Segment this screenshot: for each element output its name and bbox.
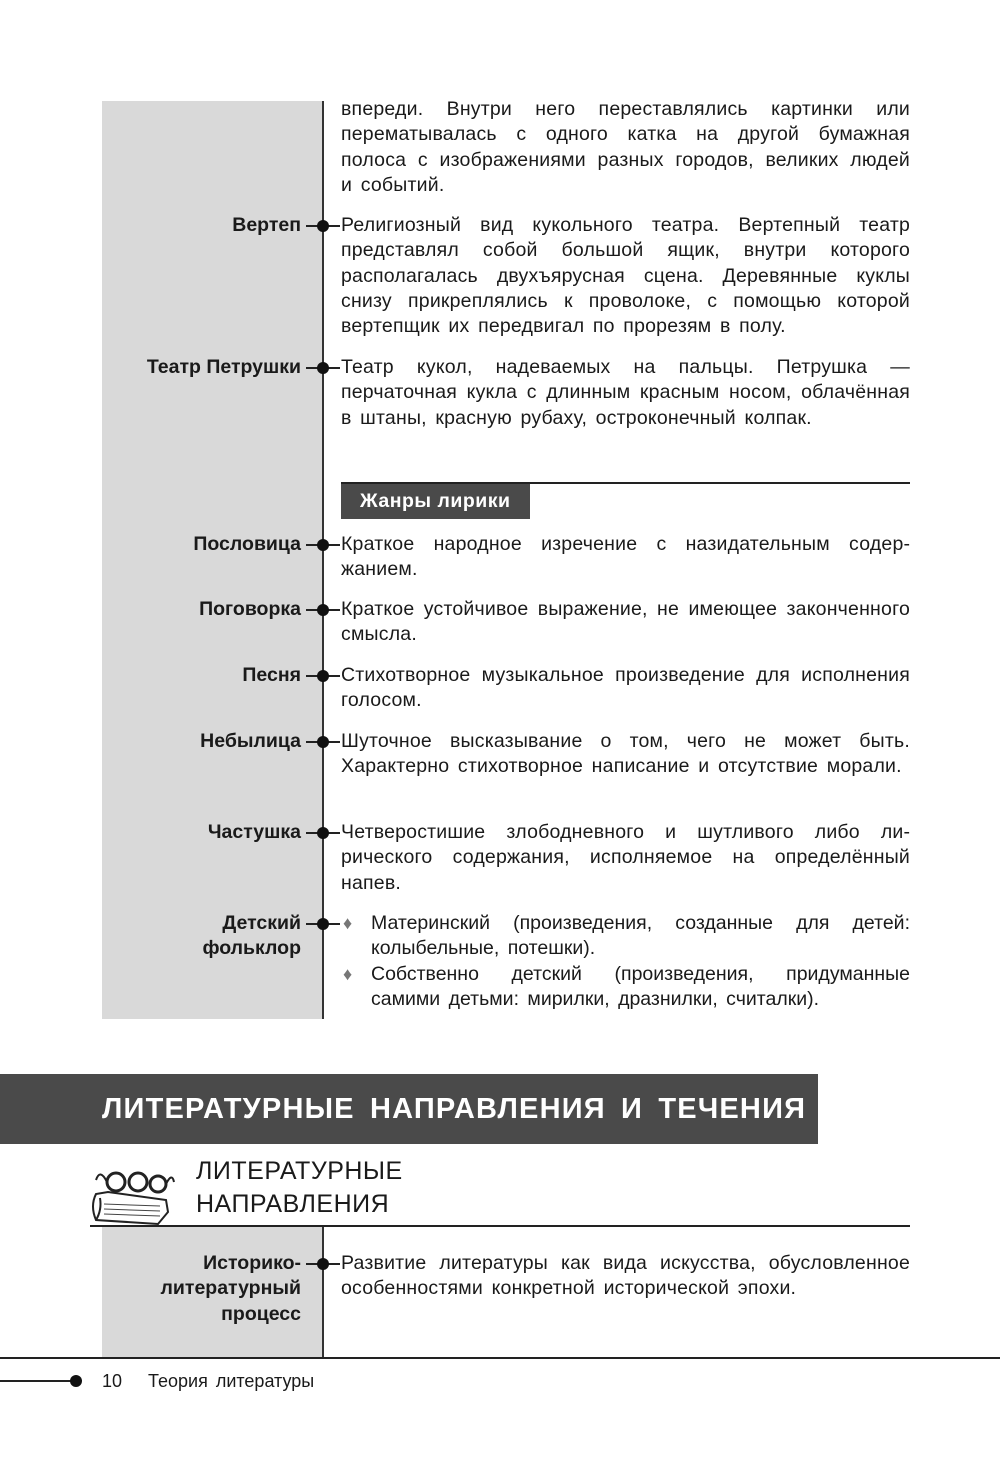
term-line: Историко-: [203, 1252, 301, 1274]
terms-column: [102, 101, 324, 1019]
definition-pesnya: Стихотворное музыкальное произведение для исполнения голосом.: [341, 664, 910, 712]
diamond-bullet-icon: ♦: [343, 963, 353, 984]
definition-vertep: Религиозный вид кукольного театра. Вертепный театр представлял собой большой ящик, внутри которого располагалась двухъярусная сцена. Деревянные куклы снизу прикреплялись к проволоке, с помощью которой вертепщик их передвигал по прорезям в полу.: [341, 214, 910, 338]
term-line: процесс: [221, 1302, 301, 1325]
term-vertep: Вертеп: [232, 214, 301, 236]
connector-dot-icon: [306, 1263, 340, 1265]
subsection-heading: Жанры лирики: [341, 484, 530, 519]
definition-chastushka: Четверостишие злободневного и шутливого либо лирического содержания, исполняемое на определённый напев.: [341, 821, 910, 894]
list-item: [341, 962, 910, 1013]
connector-dot-icon: [306, 609, 340, 611]
section-title-line: НАПРАВЛЕНИЯ: [196, 1190, 390, 1218]
section-title: [196, 1155, 403, 1221]
term-line: Детский: [222, 912, 301, 934]
definition-poslovitsa: Краткое народное изречение с назидательным содержанием.: [341, 533, 910, 581]
connector-dot-icon: [306, 741, 340, 743]
bottom-rule: [0, 1357, 1000, 1359]
definition-nebylitsa: Шуточное высказывание о том, чего не может быть. Характерно стихотворное написание и отсутствие морали.: [341, 730, 910, 778]
term-children-folklore: [101, 911, 301, 962]
term-nebylitsa: Небылица: [200, 730, 301, 752]
footer-line: [0, 1380, 76, 1382]
term-pogovorka: Поговорка: [199, 598, 301, 620]
term-line: фольклор: [202, 937, 301, 960]
list-item-text: Собственно детский (произведения, придуманные самими детьми: мирилки, дразнилки, считалки).: [371, 962, 910, 1010]
running-title: Теория литературы: [148, 1371, 315, 1391]
children-folklore-list: [341, 911, 910, 1012]
definition-petrushka: Театр кукол, надеваемых на пальцы. Петрушка — перчаточная кукла с длинным красным носом, облачённая в штаны, красную рубаху, остроконечный колпак.: [341, 356, 910, 429]
term-pesnya: Песня: [242, 664, 301, 686]
footer-dot-icon: [70, 1375, 82, 1387]
term-line: литературный: [160, 1277, 301, 1300]
connector-dot-icon: [306, 675, 340, 677]
chapter-banner: ЛИТЕРАТУРНЫЕ НАПРАВЛЕНИЯ И ТЕЧЕНИЯ: [0, 1074, 818, 1144]
page-number: 10: [102, 1371, 123, 1391]
term-poslovitsa: Пословица: [193, 533, 301, 555]
term-historical-process: [101, 1251, 301, 1327]
continued-text: впереди. Внутри него переставлялись картинки или перематывалась с одного катка на другой бумажная полоса с изображениями разных городов, великих людей и событий.: [341, 98, 910, 196]
term-chastushka: Частушка: [207, 821, 301, 843]
connector-dot-icon: [306, 225, 340, 227]
term-petrushka: Театр Петрушки: [146, 356, 301, 378]
connector-dot-icon: [306, 544, 340, 546]
definition-historical-process: Развитие литературы как вида искусства, обусловленное особенностями конкретной исторической эпохи.: [341, 1252, 910, 1300]
connector-dot-icon: [306, 367, 340, 369]
book-glasses-icon: [88, 1162, 188, 1226]
diamond-bullet-icon: ♦: [343, 913, 353, 933]
definition-pogovorka: Краткое устойчивое выражение, не имеющее законченного смысла.: [341, 598, 910, 646]
list-item: [341, 911, 910, 962]
section-rule: [90, 1225, 910, 1227]
connector-dot-icon: [306, 923, 340, 925]
section-title-line: ЛИТЕРАТУРНЫЕ: [196, 1157, 403, 1185]
list-item-text: Материнский (произведения, созданные для детей: колыбельные, потешки).: [371, 912, 910, 960]
connector-dot-icon: [306, 832, 340, 834]
